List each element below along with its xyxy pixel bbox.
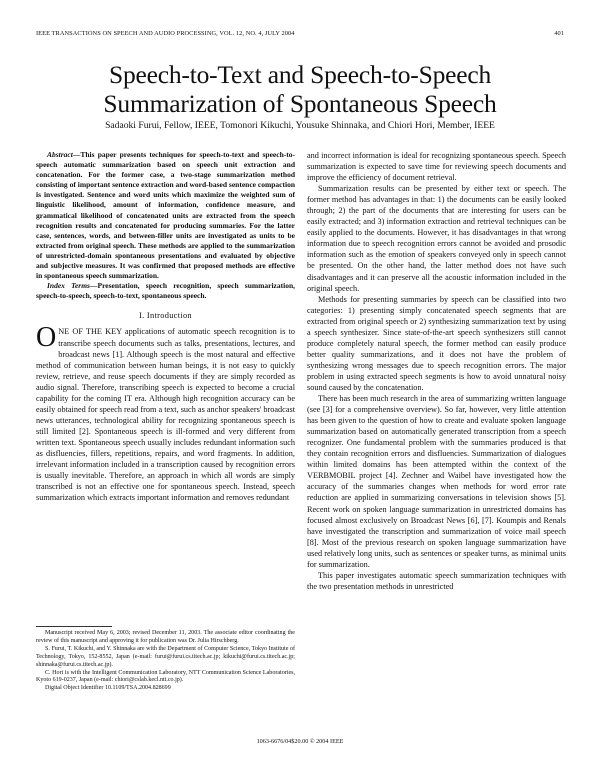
abstract <box>36 150 295 281</box>
intro-paragraph <box>36 322 295 503</box>
paragraph-related-work: There has been much research in the area of summarizing written language (see [3] for a comprehensive overview). So far, however, very little attention has been given to the question of how to create and evaluate spoken language summarization based on automatically generated transcription from a speech recognizer. One fundamental problem with the summaries produced is that they contain recognition errors and disfluencies. Summarization of dialogues within limited domains has been attempted within the context of the VERBMOBIL project [4]. Zechner and Waibel have investigated how the accuracy of the summaries changes when methods for word error rate reduction are applied in summarizing conversations in television shows [5]. Recent work on spoken language summarization in unrestricted domains has focused almost exclusively on Broadcast News [6], [7]. Koumpis and Renals have investigated the transcription and summarization of voice mail speech [8]. Most of the previous research on spoken language summarization have used relatively long units, such as sentences or speaker turns, as minimal units for summarization. <box>307 394 566 569</box>
section-heading: I. Introduction <box>139 311 192 321</box>
journal-name: IEEE TRANSACTIONS ON SPEECH AND AUDIO PROCESSING, VOL. 12, NO. 4, JULY 2004 <box>36 30 295 37</box>
copyright-footer: 1063-6676/04$20.00 © 2004 IEEE <box>256 738 344 745</box>
paragraph-this-paper: This paper investigates automatic speech summarization techniques with the two presentation methods in unrestricted <box>307 570 566 591</box>
right-column <box>307 150 566 592</box>
footnotes <box>36 630 295 693</box>
paper-title: Speech-to-Text and Speech-to-Speech Summarization of Spontaneous Speech <box>103 60 497 118</box>
footnote-rule <box>36 626 112 627</box>
page-number: 401 <box>554 30 564 37</box>
running-header <box>36 30 564 40</box>
author-list: Sadaoki Furui, Fellow, IEEE, Tomonori Kikuchi, Yousuke Shinnaka, and Chiori Hori, Member, IEEE <box>105 120 495 131</box>
footnote-doi: Digital Object Identifier 10.1109/TSA.2004.828699 <box>45 685 171 692</box>
index-terms-text: Presentation, speech recognition, speech summarization, speech-to-speech, speech-to-text, spontaneous speech. <box>36 281 295 301</box>
footnote-manuscript: Manuscript received May 6, 2003; revised December 11, 2003. The associate editor coordinating the review of this manuscript and approving it for publication was Dr. Julia Hirschberg. <box>36 630 295 644</box>
footnote-author-ntt: C. Hori is with the Intelligent Communication Laboratory, NTT Communication Science Laboratories, Kyoto 619-0237, Japan (e-mail: chiori@cslab.kecl.ntt.co.jp). <box>36 669 295 684</box>
intro-lead: NE OF THE KEY <box>58 327 122 337</box>
index-terms <box>36 281 295 301</box>
footnote-authors-titech: S. Furui, T. Kikuchi, and Y. Shinnaka are with the Department of Computer Science, Tokyo Institute of Technology, Tokyo, 152-8552, Japan (e-mail: furui@furui.cs.titech.ac.jp; kikuchi@furui.cs.titech.ac.jp; shinnaka@furui.cs.titech.ac.jp). <box>36 645 295 668</box>
abstract-label: Abstract— <box>47 150 81 159</box>
index-terms-label: Index Terms— <box>47 281 98 291</box>
paragraph-presentation: Summarization results can be presented by either text or speech. The former method has advantages in that: 1) the documents can be easily looked through; 2) the part of the documents that are interesting for users can be easily extracted; and 3) information extraction and retrieval techniques can be easily applied to the documents. However, it has disadvantages in that wrong information due to speech recognition errors cannot be avoided and prosodic information such as the emotion of speakers conveyed only in speech cannot be presented. On the other hand, the latter method does not have such disadvantages and it can preserve all the acoustic information included in the original speech. <box>307 184 566 293</box>
abstract-text: This paper presents techniques for speech-to-text and speech-to-speech automatic summarization based on speech unit extraction and concatenation. For the former case, a two-stage summarization method consisting of important sentence extraction and word-based sentence compaction is investigated. Sentence and word units which maximize the weighted sum of linguistic likelihood, amount of information, confidence measure, and grammatical likelihood of concatenated units are extracted from the speech recognition results and concatenated for producing summaries. For the latter case, sentences, words, and between-filler units are investigated as units to be extracted from original speech. These methods are applied to the summarization of unrestricted-domain spontaneous presentations and evaluated by objective and subjective measures. It was confirmed that proposed methods are effective in spontaneous speech summarization. <box>36 150 295 281</box>
paragraph-methods: Methods for presenting summaries by speech can be classified into two categories: 1) presenting simply concatenated speech segments that are extracted from original speech or 2) synthesizing summarization text by using a speech synthesizer. Since state-of-the-art speech synthesizers still cannot produce completely natural speech, the former method can easily produce better quality summarizations, and it does not have the problem of synthesizing wrong messages due to speech recognition errors. The major problem in using extracted speech segments is how to avoid unnatural noisy sound caused by the concatenation. <box>307 294 566 392</box>
drop-cap: O <box>36 322 57 354</box>
paragraph-continuation: and incorrect information is ideal for recognizing spontaneous speech. Speech summarization is expected to save time for reviewing speech documents and improve the efficiency of document retrieval. <box>307 151 566 183</box>
left-column <box>36 150 295 503</box>
intro-text: applications of automatic speech recognition is to transcribe speech documents such as talks, presentations, lectures, and broadcast news [1]. Although speech is the most natural and effective method of communication between human beings, it is not easy to quickly review, retrieve, and reuse speech documents if they are simply recorded as audio signal. Therefore, transcribing speech is expected to become a crucial capability for the coming IT era. Although high recognition accuracy can be easily obtained for speech read from a text, such as anchor speakers' broadcast news utterances, technological ability for recognizing spontaneous speech is still limited [2]. Spontaneous speech is ill-formed and very different from written text. Spontaneous speech usually includes redundant information such as disfluencies, fillers, repetitions, repairs, and word fragments. In addition, irrelevant information included in a transcription caused by recognition errors is usually inevitable. Therefore, an approach in which all words are simply transcribed is not an effective one for spontaneous speech. Instead, speech summarization which extracts important information and removes redundant <box>36 327 295 503</box>
